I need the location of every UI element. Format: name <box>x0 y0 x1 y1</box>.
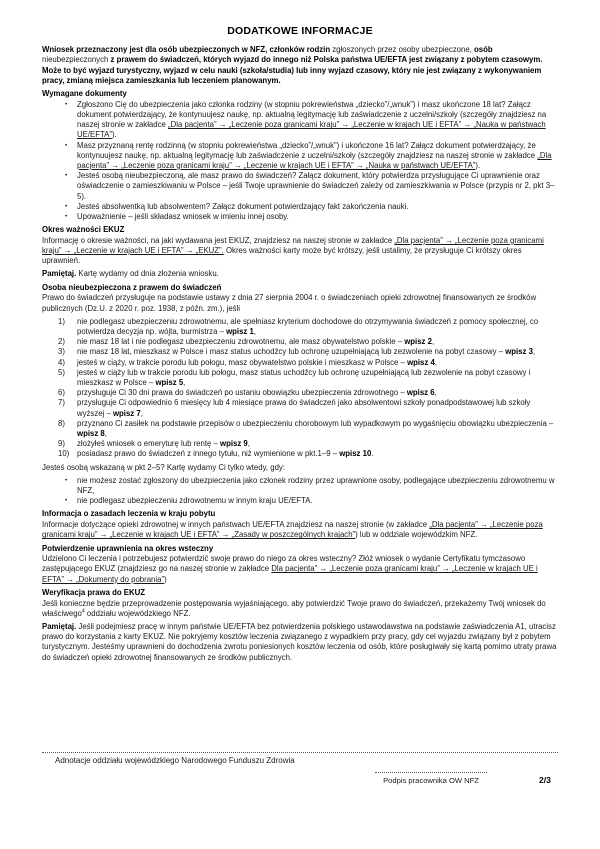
item-text <box>77 317 558 337</box>
item-text <box>77 398 558 418</box>
text-segment: Okres ważności karty może być krótszy, jeśli ustalimy, że przysługuje Ci krótszy okres uprawnień. <box>42 246 522 266</box>
bullet-icon: • <box>65 202 68 210</box>
text-segment: Jesteś osobą wskazaną w pkt 2–5? Kartę wydamy Ci tylko wtedy, gdy: <box>42 462 285 472</box>
text-segment: Pamiętaj. <box>42 269 77 279</box>
text-segment: , <box>183 378 186 387</box>
text-segment: wpisz 5 <box>155 378 184 387</box>
paragraph <box>42 622 558 663</box>
text-segment: Kartę wydamy od dnia złożenia wniosku. <box>76 269 219 279</box>
item-number: 1) <box>58 316 65 326</box>
page-title: DODATKOWE INFORMACJE <box>227 25 373 37</box>
item-text <box>77 439 558 449</box>
section-heading: Informacja o zasadach leczenia w kraju pobytu <box>42 509 216 519</box>
text-segment: Jeśli podejmiesz pracę w innym państwie UE/EFTA bez potwierdzenia polskiego ustawodawstwa na podstawie zaświadczenia A1, utracisz prawo do korzystania z karty EKUZ. Nie pokryjemy kosztów leczenia związanego z wypadkiem przy pracy, gdy cel wyjazdu związany był z pobytem turystycznym. Jesteśmy uprawnieni do dochodzenia zwrotu poniesionych kosztów leczenia od osób, które posługiwały się kartą pomimo utraty prawa do świadczeń opieki zdrowotnej finansowanych ze środków publicznych. <box>42 621 557 662</box>
text-segment: Upoważnienie – jeśli składasz wniosek w imieniu innej osoby. <box>77 211 289 221</box>
item-text <box>77 212 558 222</box>
bullet-list <box>42 476 558 507</box>
text-segment: nie możesz zostać zgłoszony do ubezpieczenia jako członek rodziny przez uprawnione osoby, podlegające ubezpieczeniu zdrowotnemu w NFZ, <box>77 475 555 496</box>
text-segment: wpisz 8 <box>77 429 105 439</box>
tab-path-link: „Dla pacjenta” → „Leczenie poza granicami kraju” → „Leczenie w krajach UE i EFTA” → „Nauka w państwach UE/EFTA” <box>77 150 552 170</box>
section-heading: Wymagane dokumenty <box>42 89 127 99</box>
signature-label: Podpis pracownika OW NFZ <box>383 775 479 785</box>
paragraph <box>42 293 558 313</box>
text-segment: , <box>247 439 250 449</box>
item-number: 7) <box>58 398 65 408</box>
item-text <box>77 388 558 398</box>
text-segment: przyznano Ci zasiłek na podstawie przepisów o ubezpieczeniu chorobowym lub wypadkowym po wygaśnięciu obowiązku ubezpieczenia – <box>77 418 554 428</box>
item-text <box>77 337 558 347</box>
numbered-item <box>42 337 558 347</box>
item-number: 3) <box>58 347 65 357</box>
bullet-item <box>42 476 558 496</box>
paragraph <box>42 520 558 540</box>
item-number: 8) <box>58 418 65 428</box>
paragraph <box>42 236 558 267</box>
text-segment: nie podlegasz ubezpieczeniu zdrowotnemu w innym kraju UE/EFTA. <box>77 496 313 506</box>
text-segment: zgłoszonych przez osoby ubezpieczone, <box>332 45 474 55</box>
text-segment: oddziału wojewódzkiego NFZ. <box>84 608 191 618</box>
item-number: 5) <box>58 367 65 377</box>
text-segment: wpisz 1 <box>226 326 254 336</box>
text-segment: , <box>431 337 435 347</box>
document-body <box>42 45 558 663</box>
text-segment: przysługuje Ci 30 dni prawa do świadczeń po ustaniu obowiązku ubezpieczenia zdrowotnego – <box>77 388 407 398</box>
text-segment: , <box>532 347 536 357</box>
bullet-icon: • <box>65 476 68 484</box>
item-text <box>77 347 558 357</box>
text-segment: wpisz 2 <box>404 337 432 347</box>
paragraph <box>42 269 558 279</box>
paragraph <box>42 45 558 86</box>
text-segment: jesteś w ciąży lub w trakcie porodu lub połogu, masz status uchodźcy lub ochronę uzupełniającą lub zezwolenie na pobyt czasowy i mieszkasz w Polsce – <box>77 367 531 387</box>
bullet-icon: • <box>65 497 68 505</box>
page-number: 2/3 <box>539 775 551 785</box>
text-segment: Informację o okresie ważności, na jaki wydawana jest EKUZ, znajdziesz na naszej stronie w zakładce <box>42 235 395 245</box>
numbered-item <box>42 398 558 418</box>
text-segment: Udzielono Ci leczenia i potrzebujesz potwierdzić swoje prawo do niego za okres wsteczny? Złóż wniosek o wydanie Certyfikatu tymczasowo zastępującego EKUZ (znajdziesz go na naszej stronie w zakładce <box>42 554 526 574</box>
text-segment: z prawem do świadczeń, których wyjazd do innego niż Polska państwa UE/EFTA jest związany z pobytem czasowym. Może to być wyjazd turystyczny, wyjazd w celu nauki (szkoła/studia) lub inny wyjazd czasowy, który nie jest związany z wykonywaniem pracy, zmianą miejsca zamieszkania lub leczeniem planowanym. <box>42 55 543 85</box>
text-segment: ) lub w oddziale wojewódzkim NFZ. <box>355 530 478 540</box>
text-segment: nie masz 18 lat i nie podlegasz ubezpieczeniu zdrowotnemu, ale masz obywatelstwo polskie – <box>77 337 405 347</box>
text-segment: złożyłeś wniosek o emeryturę lub rentę – <box>77 439 221 449</box>
item-number: 6) <box>58 388 65 398</box>
numbered-item <box>42 449 558 459</box>
text-segment: ). <box>111 130 117 140</box>
bullet-icon: • <box>65 212 68 220</box>
numbered-list <box>42 317 558 460</box>
item-text <box>77 476 558 496</box>
section-heading: Potwierdzenie uprawnienia na okres wsteczny <box>42 543 214 553</box>
tab-path-link: „Dla pacjenta” → „Leczenie poza granicami kraju” → „Leczenie w krajach UE i EFTA” → „EKUZ”. <box>42 235 544 256</box>
text-segment: wpisz 7 <box>112 408 141 418</box>
text-segment: , <box>434 388 437 398</box>
annotations-dotted-line <box>42 752 558 753</box>
bullet-icon: • <box>65 141 68 149</box>
item-number: 4) <box>58 357 65 367</box>
tab-path-link: Dla pacjenta” → „Leczenie poza granicami kraju” → „Leczenie w krajach UE i EFTA” → „Dokumenty do pobrania” <box>42 564 538 584</box>
bullet-item <box>42 212 558 222</box>
numbered-item <box>42 368 558 388</box>
numbered-item <box>42 419 558 439</box>
text-segment: wpisz 6 <box>406 388 435 398</box>
text-segment: osób <box>474 45 493 55</box>
text-segment: wpisz 3 <box>505 347 533 357</box>
bullet-item <box>42 496 558 506</box>
item-number: 10) <box>58 449 70 459</box>
item-text <box>77 419 558 439</box>
text-segment: ) <box>164 574 167 584</box>
text-segment: nieubezpieczonych <box>42 55 111 65</box>
item-text <box>77 449 558 459</box>
bullet-list <box>42 100 558 222</box>
bullet-item <box>42 141 558 172</box>
text-segment: Wniosek przeznaczony jest dla osób ubezpieczonych w NFZ, członków rodzin <box>42 45 333 55</box>
numbered-item <box>42 439 558 449</box>
text-segment: jesteś w ciąży, w trakcie porodu lub połogu, masz obywatelstwo polskie i mieszkasz w Polsce – <box>77 357 408 367</box>
text-segment: Informacje dotyczące opieki zdrowotnej w innych państwach UE/EFTA znajdziesz na naszej stronie (w zakładce <box>42 520 430 530</box>
text-segment: Jesteś absolwentką lub absolwentem? Załącz dokument potwierdzający fakt zakończenia nauki. <box>77 201 409 211</box>
bullet-item <box>42 100 558 141</box>
text-segment: , <box>434 357 437 367</box>
numbered-item <box>42 317 558 337</box>
item-text <box>77 141 558 172</box>
item-text <box>77 100 558 141</box>
tab-path-link: „Dla pacjenta” → „Leczenie poza granicami kraju” → „Leczenie w krajach UE i EFTA” → „Zasady w poszczególnych krajach” <box>42 520 543 540</box>
text-segment: Jeśli konieczne będzie przeprowadzenie postępowania wyjaśniającego, aby potwierdzić Twoje prawo do świadczeń, przekażemy Twój wniosek do właściwego <box>42 598 546 618</box>
paragraph <box>42 463 558 473</box>
item-number: 2) <box>58 337 65 347</box>
bullet-icon: • <box>65 172 68 180</box>
item-text <box>77 368 558 388</box>
text-segment: nie masz 18 lat, mieszkasz w Polsce i masz status uchodźcy lub ochronę uzupełniającą lub zezwolenie na pobyt czasowy – <box>77 347 506 357</box>
bullet-icon: • <box>65 100 68 108</box>
paragraph <box>42 554 558 585</box>
numbered-item <box>42 388 558 398</box>
text-segment: wpisz 4 <box>407 357 435 367</box>
text-segment: Zgłoszono Cię do ubezpieczenia jako członka rodziny (w stopniu pokrewieństwa „dziecko”/„wnuk”) i masz ukończone 18 lat? Załącz dokument potwierdzający, że kontynuujesz naukę, np. aktualną legitymację lub zaświadczenie z uczelni/szkoły (szczegóły znajdziesz na naszej stronie w zakładce <box>77 99 547 130</box>
annotations-label: Adnotacje oddziału wojewódzkiego Narodowego Funduszu Zdrowia <box>55 756 295 765</box>
bullet-item <box>42 171 558 202</box>
page-footer <box>42 752 558 812</box>
item-text <box>77 358 558 368</box>
item-text <box>77 171 558 202</box>
signature-dotted-line <box>375 772 487 773</box>
text-segment: ). <box>475 160 481 170</box>
section-heading: Weryfikacja prawa do EKUZ <box>42 587 145 597</box>
text-segment: posiadasz prawo do świadczeń z innego tytułu, niż wymienione w pkt.1–9 – <box>77 449 340 459</box>
item-number: 9) <box>58 439 65 449</box>
text-segment: Pamiętaj. <box>42 621 77 631</box>
footnote-marker: 4 <box>81 608 85 615</box>
section-heading: Osoba nieubezpieczona z prawem do świadczeń <box>42 282 222 292</box>
text-segment: Masz przyznaną rentę rodzinną (w stopniu pokrewieństwa „dziecko”/„wnuk”) i ukończone 16 lat? Załącz dokument potwierdzający, że kontynuujesz naukę, np. aktualną legitymację lub zaświadczenie z uczelni/szkoły (szczegóły znajdziesz na naszej stronie w zakładce <box>77 140 538 160</box>
paragraph <box>42 599 558 619</box>
numbered-item <box>42 347 558 357</box>
section-heading: Okres ważności EKUZ <box>42 225 125 235</box>
text-segment: , <box>104 429 107 439</box>
numbered-item <box>42 358 558 368</box>
text-segment: Prawo do świadczeń przysługuje na podstawie ustawy z dnia 27 sierpnia 2004 r. o świadczeniach opieki zdrowotnej finansowanych ze środków publicznych (Dz.U. z 2020 r. poz. 1938, z późn. zm.), jeśli <box>42 293 537 313</box>
text-segment: , <box>253 326 256 336</box>
text-segment: przysługuje Ci odpowiednio 6 miesięcy lub 4 miesiące prawa do świadczeń jako absolwentowi szkoły ponadpodstawowej lub szkoły wyższej – <box>77 398 531 418</box>
text-segment: wpisz 9 <box>220 439 248 449</box>
text-segment: nie podlegasz ubezpieczeniu zdrowotnemu, ale spełniasz kryterium dochodowe do otrzymywania świadczeń z pomocy społecznej, co potwierdza decyzja np. wójta, burmistrza – <box>77 316 539 336</box>
signature-area <box>375 772 487 786</box>
item-text <box>77 202 558 212</box>
item-text <box>77 496 558 506</box>
bullet-item <box>42 202 558 212</box>
text-segment: wpisz 10 <box>339 449 372 459</box>
text-segment: Jesteś osobą nieubezpieczoną, ale masz prawo do świadczeń? Załącz dokument, który potwierdza przysługujące Ci uprawnienie oraz oświadczenie o zamieszkiwaniu w Polsce – jeśli Twoje uprawnienie do świadczeń zależy od zamieszkiwania w Polsce (przypis nr 2, pkt 3–5). <box>77 171 555 201</box>
tab-path-link: „Dla pacjenta” → „Leczenie poza granicami kraju” → „Leczenie w krajach UE i EFTA” → „Nauka w państwach UE/EFTA” <box>77 120 546 140</box>
text-segment: . <box>371 449 374 459</box>
text-segment: , <box>140 408 143 418</box>
